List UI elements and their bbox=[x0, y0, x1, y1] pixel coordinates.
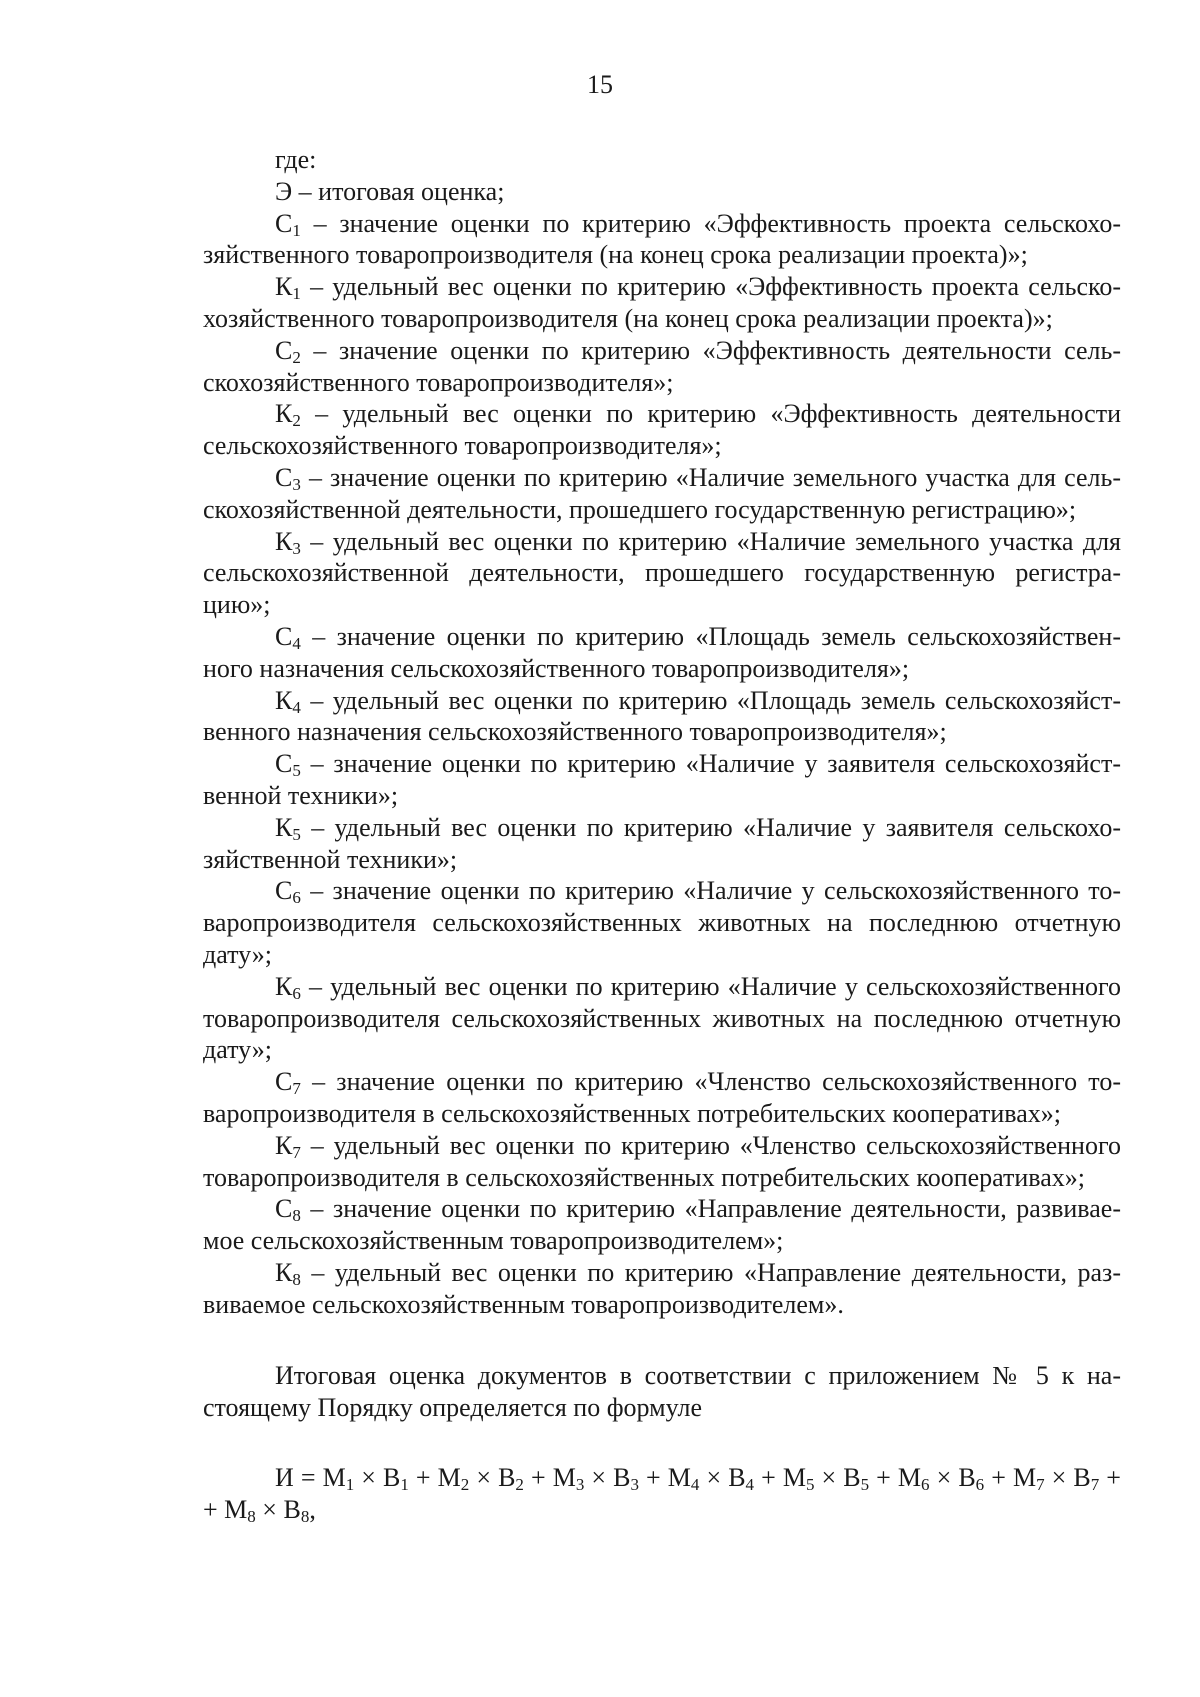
legend-item bbox=[203, 1193, 1121, 1257]
formula-lhs: И = bbox=[275, 1463, 323, 1493]
legend-item bbox=[203, 398, 1121, 462]
final-score-paragraph: Итоговая оценка документов в соответствии с приложением № 5 к настоящему Порядку определяется по формуле bbox=[203, 1361, 1121, 1423]
legend-item bbox=[203, 1130, 1121, 1194]
legend-description: – удельный вес оценки по критерию «Наличие у сельскохозяйственного товаропроизводителя сельскохозяйственных животных на последнюю отчетную дату»; bbox=[203, 971, 1121, 1065]
legend-item bbox=[203, 462, 1121, 526]
intro-line: где: bbox=[275, 145, 317, 174]
legend-description: – удельный вес оценки по критерию «Наличие земельного участка для сельскохозяйственной деятельности, прошедшего государственную регистрацию»; bbox=[203, 526, 1121, 620]
legend-symbol: $С_4$ bbox=[275, 621, 301, 653]
formula-term: $М_5 \times В_5$ + bbox=[782, 1463, 898, 1495]
page-number: 15 bbox=[587, 70, 613, 99]
legend-description: – значение оценки по критерию «Наличие у заявителя сельскохозяйственной техники»; bbox=[203, 749, 1121, 810]
legend-symbol: $К_2$ bbox=[275, 399, 301, 431]
final-score-formula bbox=[203, 1462, 1121, 1526]
legend-symbol: $С_5$ bbox=[275, 749, 301, 781]
legend-description: – значение оценки по критерию «Эффективность проекта сельскохозяйственного товаропроизводителя (на конец срока реализации проекта)»; bbox=[203, 208, 1121, 270]
formula-term: $М_7 \times В_7$ + + bbox=[203, 1463, 1121, 1524]
legend-item bbox=[203, 875, 1121, 970]
legend-symbol: $С_2$ bbox=[275, 335, 301, 367]
legend-item bbox=[203, 526, 1121, 621]
legend-description: – значение оценки по критерию «Наличие земельного участка для сельскохозяйственной деятельности, прошедшего государственную регистрацию»; bbox=[203, 462, 1121, 524]
legend-symbol: $К_4$ bbox=[275, 685, 301, 717]
legend-description: – значение оценки по критерию «Членство сельскохозяйственного товаропроизводителя в сельскохозяйственных потребительских кооперативах»; bbox=[203, 1067, 1121, 1128]
formula-term: $М_8 \times В_8$, bbox=[224, 1494, 316, 1526]
legend-item bbox=[203, 271, 1121, 335]
legend-description: – значение оценки по критерию «Наличие у сельскохозяйственного товаропроизводителя сельскохозяйственных животных на последнюю отчетную дату»; bbox=[203, 876, 1121, 969]
legend-symbol: $К_6$ bbox=[275, 971, 301, 1003]
formula-term: $М_3 \times В_3$ + bbox=[552, 1463, 668, 1495]
legend-item bbox=[203, 971, 1121, 1066]
legend-symbol: $С_8$ bbox=[275, 1194, 301, 1226]
legend-item bbox=[203, 685, 1121, 749]
formula-term: $М_4 \times В_4$ + bbox=[667, 1463, 783, 1495]
legend-list bbox=[203, 208, 1121, 1321]
formula-term: $М_6 \times В_6$ + bbox=[897, 1463, 1013, 1495]
legend-description: – значение оценки по критерию «Эффективность деятельности сельскохозяйственного товаропроизводителя»; bbox=[203, 335, 1121, 397]
legend-item bbox=[203, 1257, 1121, 1321]
legend-symbol: $С_7$ bbox=[275, 1067, 301, 1099]
legend-item bbox=[203, 621, 1121, 685]
legend-item bbox=[203, 748, 1121, 812]
legend-symbol: $К_3$ bbox=[275, 526, 301, 558]
legend-symbol: $С_1$ bbox=[275, 208, 301, 240]
legend-symbol: $С_3$ bbox=[275, 462, 301, 494]
legend-symbol: $С_6$ bbox=[275, 876, 301, 908]
legend-total-score: Э – итоговая оценка; bbox=[275, 176, 505, 206]
legend-description: – значение оценки по критерию «Площадь земель сельскохозяйственного назначения сельскохозяйственного товаропроизводителя»; bbox=[203, 621, 1121, 683]
legend-description: – удельный вес оценки по критерию «Направление деятельности, развиваемое сельскохозяйственным товаропроизводителем». bbox=[203, 1257, 1121, 1319]
formula-term: $М_1 \times В_1$ + bbox=[322, 1463, 438, 1495]
legend-symbol: $К_7$ bbox=[275, 1130, 301, 1162]
legend-description: – удельный вес оценки по критерию «Эффективность деятельности сельскохозяйственного товаропроизводителя»; bbox=[203, 399, 1121, 461]
legend-item bbox=[203, 335, 1121, 399]
legend-item bbox=[203, 1066, 1121, 1130]
legend-description: – значение оценки по критерию «Направление деятельности, развиваемое сельскохозяйственным товаропроизводителем»; bbox=[203, 1194, 1121, 1256]
legend-description: – удельный вес оценки по критерию «Площадь земель сельскохозяйственного назначения сельскохозяйственного товаропроизводителя»; bbox=[203, 685, 1121, 747]
legend-symbol: $К_1$ bbox=[275, 272, 301, 304]
legend-description: – удельный вес оценки по критерию «Эффективность проекта сельскохозяйственного товаропроизводителя (на конец срока реализации проекта)»; bbox=[203, 272, 1121, 333]
legend-item bbox=[203, 208, 1121, 272]
legend-symbol: $К_8$ bbox=[275, 1257, 301, 1289]
document-body bbox=[203, 144, 1121, 1526]
formula-term: $М_2 \times В_2$ + bbox=[437, 1463, 553, 1495]
legend-description: – удельный вес оценки по критерию «Наличие у заявителя сельскохозяйственной техники»; bbox=[203, 812, 1121, 874]
legend-item bbox=[203, 812, 1121, 876]
legend-symbol: $К_5$ bbox=[275, 812, 301, 844]
legend-description: – удельный вес оценки по критерию «Членство сельскохозяйственного товаропроизводителя в сельскохозяйственных потребительских кооперативах»; bbox=[203, 1130, 1121, 1192]
